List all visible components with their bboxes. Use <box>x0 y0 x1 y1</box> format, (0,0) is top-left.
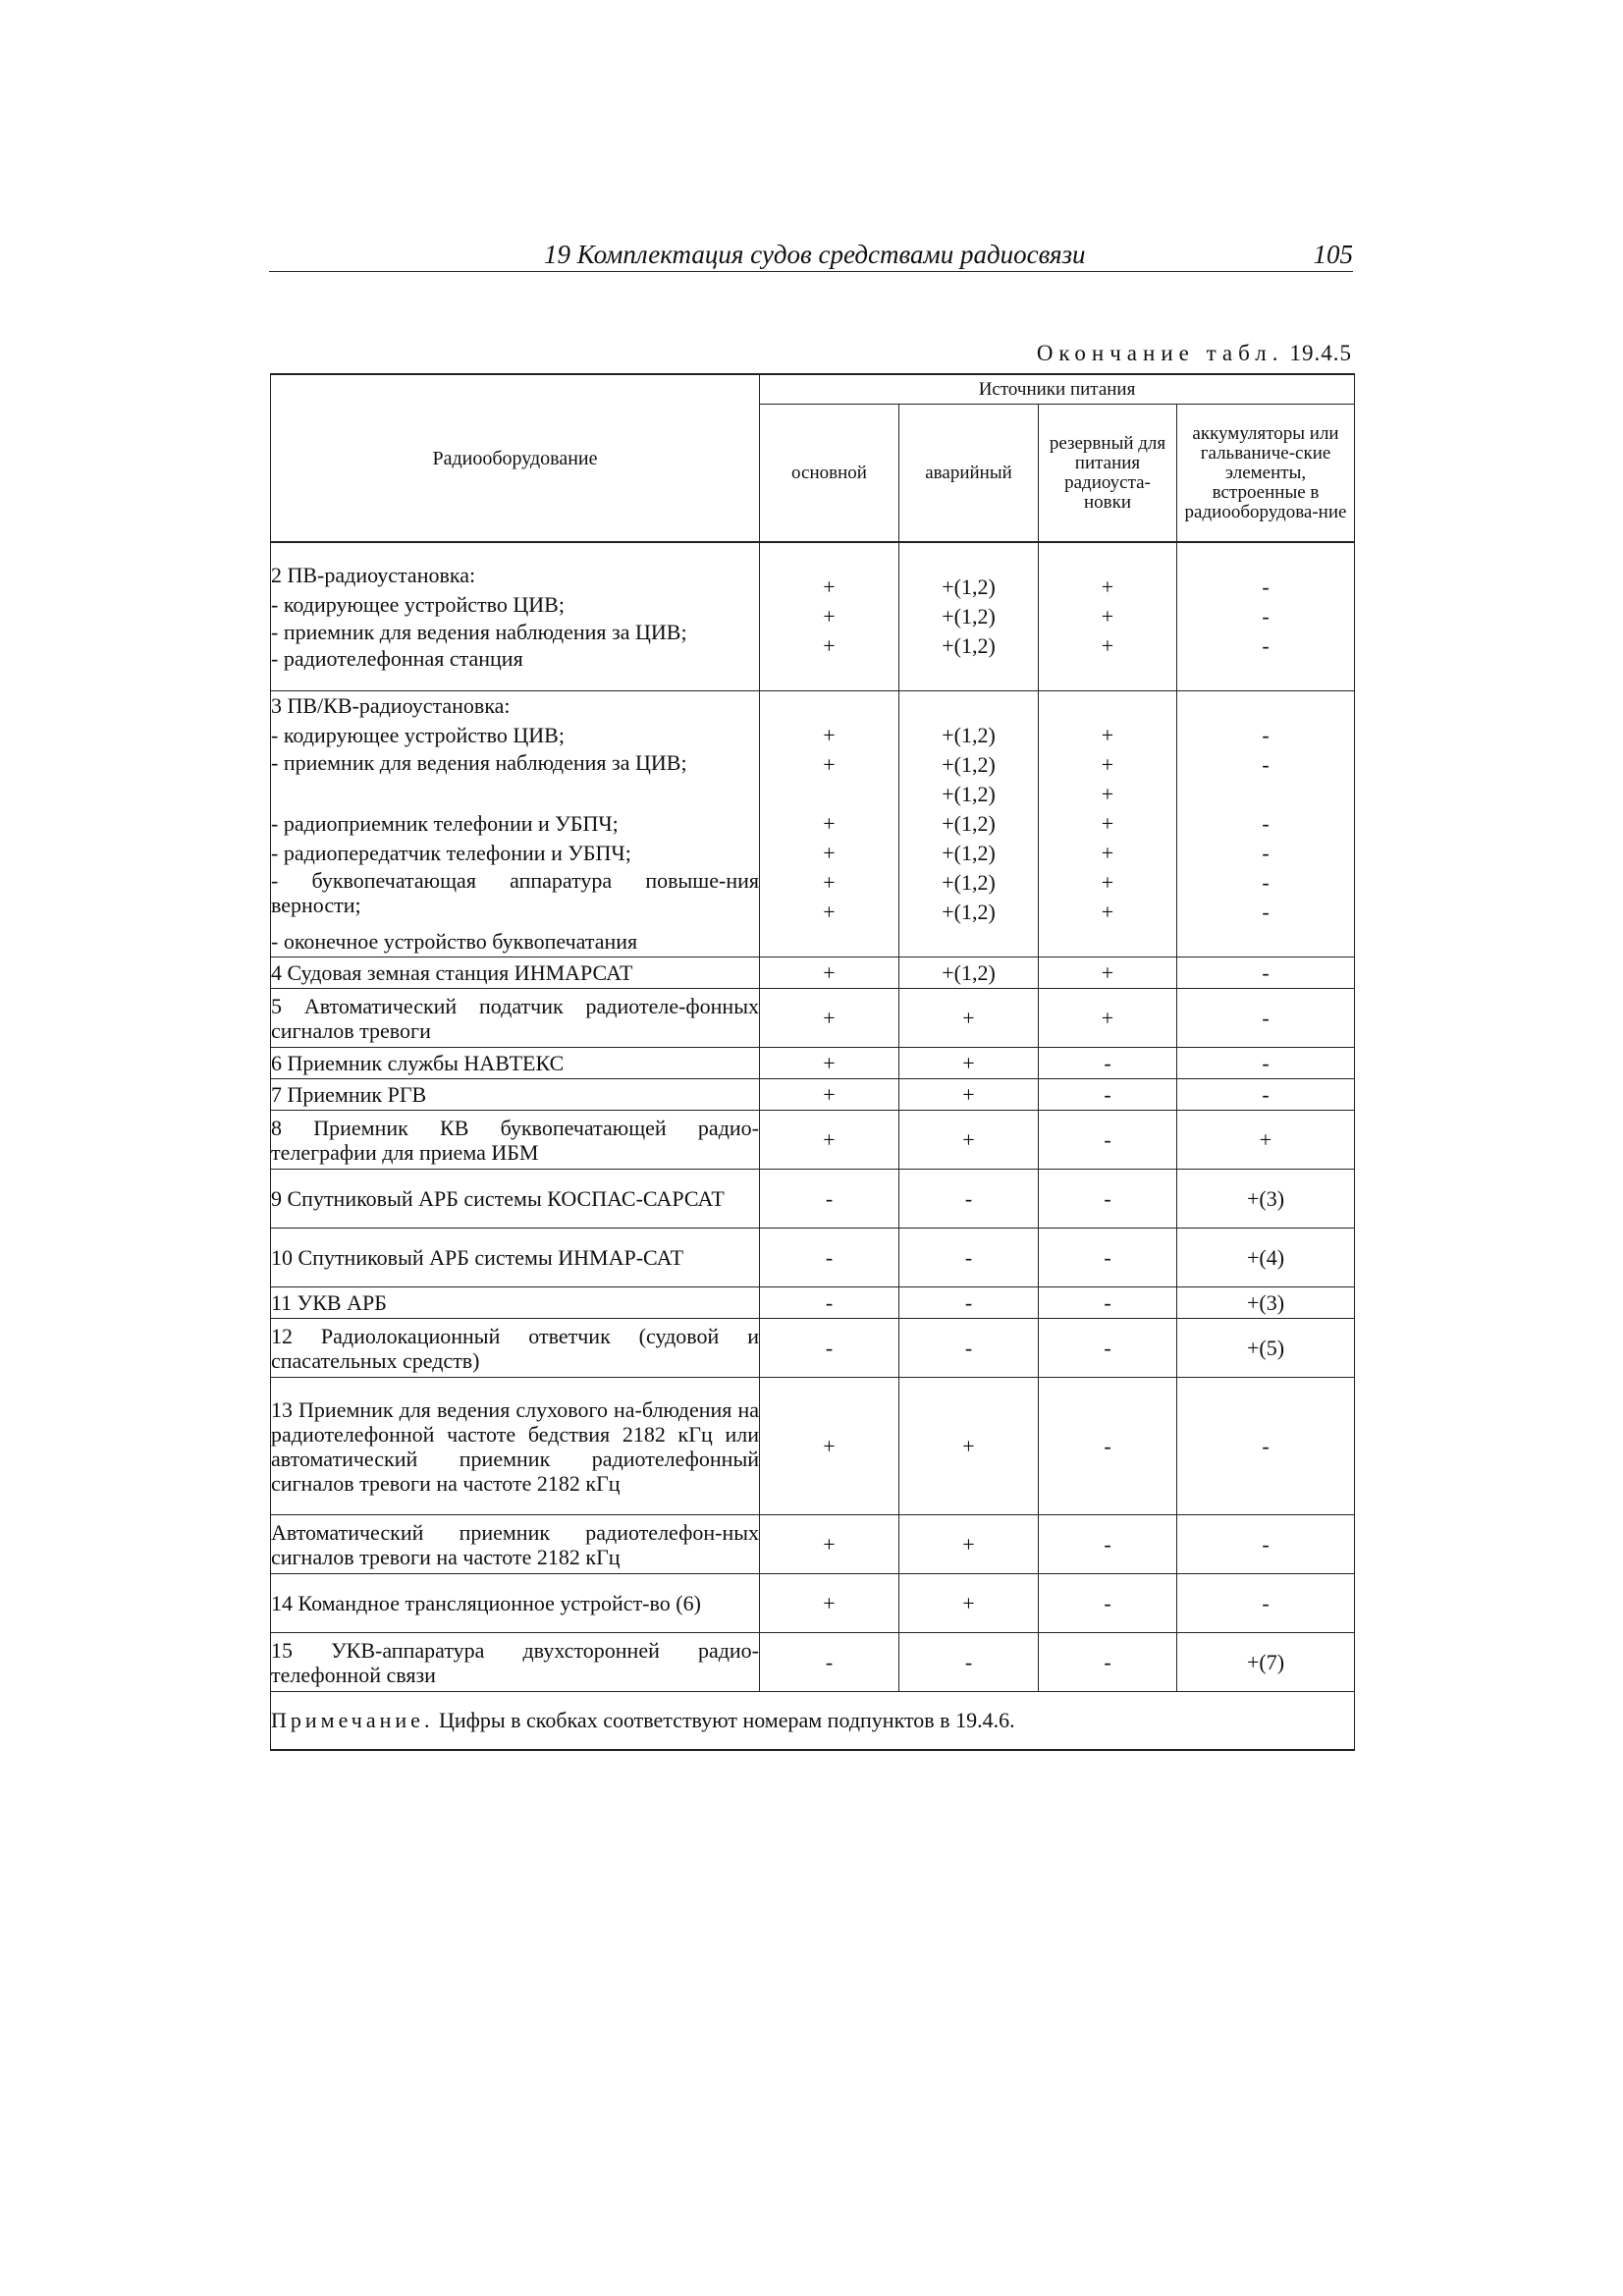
cell: - <box>1039 1079 1177 1111</box>
cell: + <box>760 1574 899 1633</box>
cell: +(1,2) <box>942 604 996 629</box>
cell: - <box>1039 1574 1177 1633</box>
cell: - <box>1262 633 1270 658</box>
header-batteries: аккумуляторы или гальваниче-ские элементы, встроенные в радиооборудова-ние <box>1177 405 1355 543</box>
cell: +(1,2) <box>942 841 996 865</box>
cell: + <box>760 1515 899 1574</box>
row-title: 2 ПВ-радиоустановка: <box>271 562 476 587</box>
cell: - <box>1177 957 1355 989</box>
cell: - <box>1262 811 1270 836</box>
cell: - <box>899 1319 1039 1378</box>
cell: - <box>899 1633 1039 1692</box>
cell: + <box>899 989 1039 1048</box>
table-row <box>271 542 1355 691</box>
cell: - <box>899 1229 1039 1287</box>
cell: +(1,2) <box>942 574 996 599</box>
cell: - <box>1177 1574 1355 1633</box>
cell: + <box>899 1574 1039 1633</box>
cell: - <box>1262 900 1270 924</box>
row-name: 10 Спутниковый АРБ системы ИНМАР-САТ <box>271 1229 760 1287</box>
cell: + <box>1177 1111 1355 1170</box>
table-caption <box>1037 341 1352 366</box>
cell: - <box>1177 1378 1355 1515</box>
cell: + <box>1039 989 1177 1048</box>
cell: - <box>1039 1287 1177 1319</box>
cell: - <box>1039 1633 1177 1692</box>
cell: - <box>1039 1170 1177 1229</box>
header-power-sources: Источники питания <box>760 374 1355 405</box>
page-header <box>269 236 1353 272</box>
note-text: Цифры в скобках соответствуют номерам подпунктов в 19.4.6. <box>438 1708 1015 1732</box>
cell: - <box>899 1287 1039 1319</box>
cell: - <box>760 1170 899 1229</box>
row-line: - радиоприемник телефонии и УБПЧ; <box>271 811 619 836</box>
table-row <box>271 957 1355 989</box>
cell: - <box>1039 1515 1177 1574</box>
cell: - <box>1177 1079 1355 1111</box>
cell: + <box>823 811 836 836</box>
cell: +(1,2) <box>942 811 996 836</box>
cell: + <box>899 1111 1039 1170</box>
row-name: Автоматический приемник радиотелефон-ных сигналов тревоги на частоте 2182 кГц <box>271 1515 760 1574</box>
cell: - <box>760 1633 899 1692</box>
row-name: 14 Командное трансляционное устройст-во (6) <box>271 1574 760 1633</box>
table-row <box>271 1287 1355 1319</box>
note-label: Примечание. <box>271 1708 434 1732</box>
row-title: 3 ПВ/КВ-радиоустановка: <box>271 693 511 718</box>
page-number: 105 <box>1313 240 1353 269</box>
cell: - <box>1262 574 1270 599</box>
header-reserve: резервный для питания радиоуста-новки <box>1039 405 1177 543</box>
table-row <box>271 1170 1355 1229</box>
cell: + <box>1101 723 1114 747</box>
cell: - <box>1262 752 1270 777</box>
row-name: 8 Приемник КВ буквопечатающей радио-телеграфии для приема ИБМ <box>271 1111 760 1170</box>
row-name: 15 УКВ-аппаратура двухсторонней радио-телефонной связи <box>271 1633 760 1692</box>
cell: + <box>1101 811 1114 836</box>
cell: + <box>899 1048 1039 1079</box>
cell: - <box>760 1319 899 1378</box>
row-name: 11 УКВ АРБ <box>271 1287 760 1319</box>
cell: +(1,2) <box>942 782 996 806</box>
table-row <box>271 1515 1355 1574</box>
row-line: - радиопередатчик телефонии и УБПЧ; <box>271 841 631 865</box>
cell <box>1177 780 1354 809</box>
cell: + <box>823 574 836 599</box>
cell: - <box>1039 1378 1177 1515</box>
cell: - <box>1039 1229 1177 1287</box>
cell: +(1,2) <box>942 633 996 658</box>
cell: - <box>1262 604 1270 629</box>
row-name: 12 Радиолокационный ответчик (судовой и спасательных средств) <box>271 1319 760 1378</box>
table-caption-label: Окончание табл. <box>1036 341 1284 365</box>
row-name: 6 Приемник службы НАВТЕКС <box>271 1048 760 1079</box>
cell: +(4) <box>1177 1229 1355 1287</box>
cell: + <box>823 870 836 895</box>
row-name: 5 Автоматический податчик радиотеле-фонных сигналов тревоги <box>271 989 760 1048</box>
header-equipment: Радиооборудование <box>271 374 760 542</box>
cell: + <box>899 1378 1039 1515</box>
cell: - <box>1039 1111 1177 1170</box>
table-row <box>271 691 1355 957</box>
cell: +(7) <box>1177 1633 1355 1692</box>
cell: +(3) <box>1177 1287 1355 1319</box>
row-name: 9 Спутниковый АРБ системы КОСПАС-САРСАТ <box>271 1170 760 1229</box>
cell: - <box>760 1229 899 1287</box>
row-line: - буквопечатающая аппаратура повыше-ния верности; <box>271 868 759 917</box>
cell: + <box>823 841 836 865</box>
cell: + <box>823 752 836 777</box>
cell: - <box>1262 870 1270 895</box>
cell: + <box>823 723 836 747</box>
cell: - <box>1262 723 1270 747</box>
table-row <box>271 1574 1355 1633</box>
table-row <box>271 1633 1355 1692</box>
cell: +(3) <box>1177 1170 1355 1229</box>
cell: +(5) <box>1177 1319 1355 1378</box>
cell: + <box>823 900 836 924</box>
cell: +(1,2) <box>899 957 1039 989</box>
cell: + <box>1101 604 1114 629</box>
cell: +(1,2) <box>942 723 996 747</box>
cell: + <box>1101 574 1114 599</box>
cell <box>760 780 898 809</box>
table-note-row <box>271 1692 1355 1751</box>
cell: +(1,2) <box>942 752 996 777</box>
table-caption-number: 19.4.5 <box>1289 341 1352 365</box>
cell: +(1,2) <box>942 870 996 895</box>
table-row <box>271 1319 1355 1378</box>
cell: - <box>760 1287 899 1319</box>
header-emergency: аварийный <box>899 405 1039 543</box>
cell: - <box>1039 1319 1177 1378</box>
table-row <box>271 1111 1355 1170</box>
row-line: - кодирующее устройство ЦИВ; <box>271 591 565 617</box>
cell: + <box>1039 957 1177 989</box>
cell: + <box>823 633 836 658</box>
cell: + <box>1101 633 1114 658</box>
row-line: - кодирующее устройство ЦИВ; <box>271 723 565 747</box>
cell: + <box>823 604 836 629</box>
cell: + <box>760 989 899 1048</box>
cell: + <box>760 957 899 989</box>
cell: - <box>1177 1515 1355 1574</box>
table-row <box>271 1079 1355 1111</box>
cell: + <box>760 1378 899 1515</box>
cell: - <box>1262 841 1270 865</box>
row-name: 13 Приемник для ведения слухового на-блюдения на радиотелефонной частоте бедствия 2182 кГц или автоматический приемник радиотелефонный сигналов тревоги на частоте 2182 кГц <box>271 1378 760 1515</box>
row-name: 7 Приемник РГВ <box>271 1079 760 1111</box>
cell: - <box>1177 1048 1355 1079</box>
cell: + <box>899 1079 1039 1111</box>
chapter-title: 19 Комплектация судов средствами радиосвязи <box>544 240 1086 269</box>
cell: + <box>1101 870 1114 895</box>
power-sources-table <box>270 373 1355 1751</box>
cell: + <box>899 1515 1039 1574</box>
cell: + <box>1101 841 1114 865</box>
cell: + <box>1101 752 1114 777</box>
cell: + <box>760 1048 899 1079</box>
row-line: - приемник для ведения наблюдения за ЦИВ; <box>271 619 687 644</box>
table-note <box>271 1692 1355 1751</box>
table-row <box>271 989 1355 1048</box>
cell: - <box>1039 1048 1177 1079</box>
cell: + <box>760 1079 899 1111</box>
cell: - <box>899 1170 1039 1229</box>
table-row <box>271 1048 1355 1079</box>
cell: + <box>1101 782 1114 806</box>
table-row <box>271 1378 1355 1515</box>
header-main: основной <box>760 405 899 543</box>
cell: - <box>1177 989 1355 1048</box>
cell: +(1,2) <box>942 900 996 924</box>
row-line: - оконечное устройство буквопечатания <box>271 929 638 954</box>
table-row <box>271 1229 1355 1287</box>
cell: + <box>760 1111 899 1170</box>
row-line: - приемник для ведения наблюдения за ЦИВ; <box>271 750 687 775</box>
cell: + <box>1101 900 1114 924</box>
row-name: 4 Судовая земная станция ИНМАРСАТ <box>271 957 760 989</box>
row-line: - радиотелефонная станция <box>271 645 523 671</box>
